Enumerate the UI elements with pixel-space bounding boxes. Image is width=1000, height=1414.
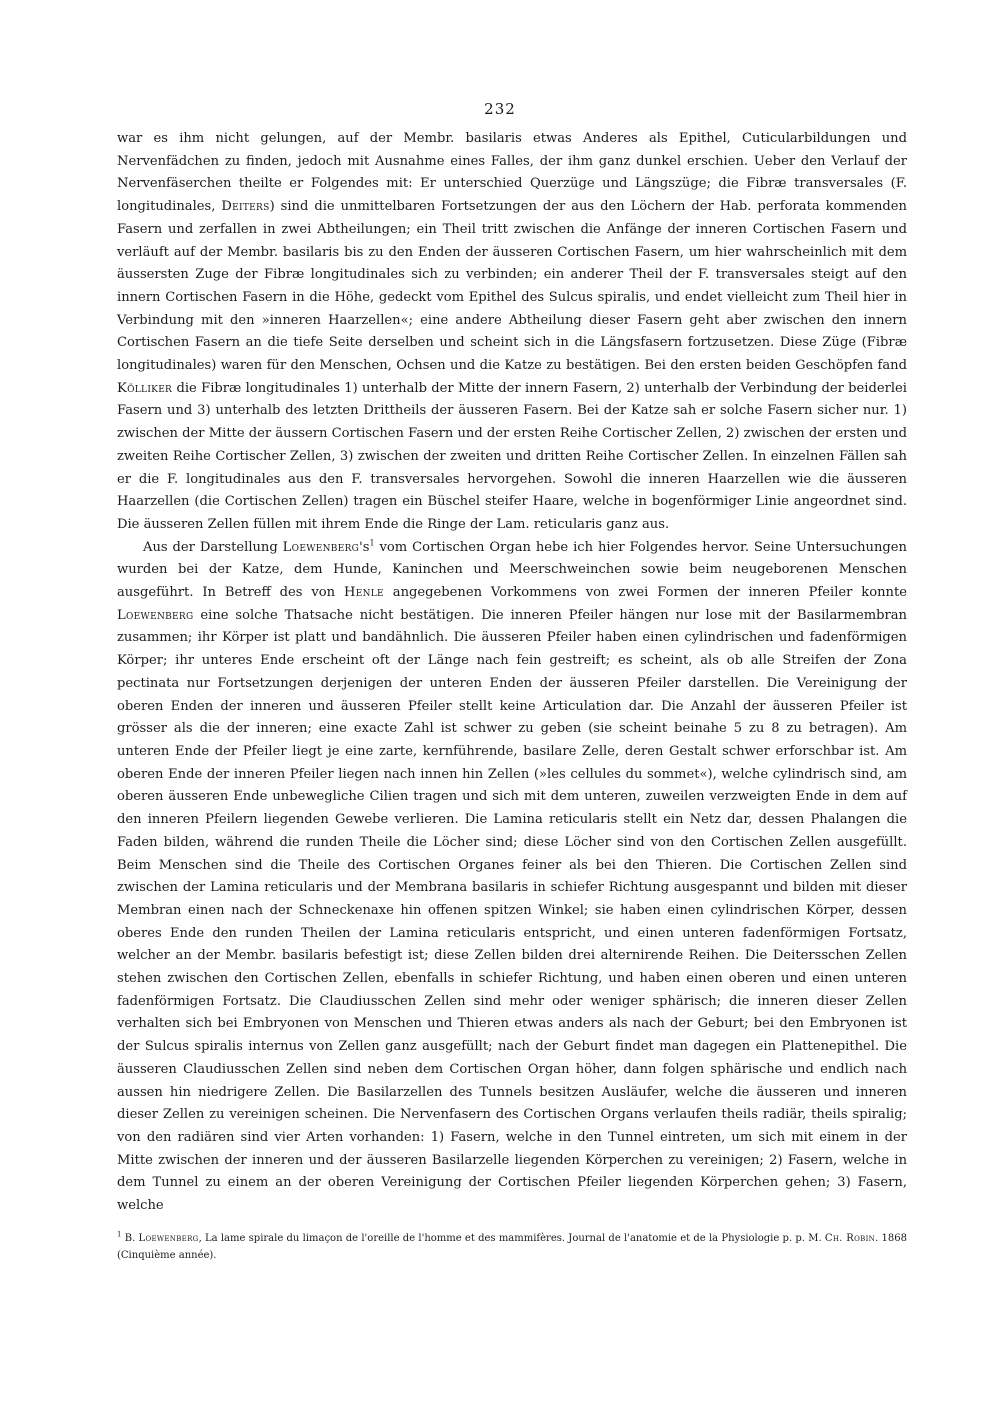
text-run: ) sind die unmittelbaren Fortsetzungen der aus den Löchern der Hab. perforata kommenden Fasern und zerfallen in zwei Abtheilungen; ein Theil tritt zwischen die Anfänge der inneren Cortischen Fasern und verläuft auf der Membr. basilaris bis zu den Enden der äusseren Cortischen Fasern, um hier wahrscheinlich mit dem äussersten Zuge der Fibræ longitudinales sich zu verbinden; ein anderer Theil der F. transversales steigt auf den innern Cortischen Fasern in die Höhe, gedeckt vom Epithel des Sulcus spiralis, und endet vielleicht zum Theil hier in Verbindung mit den »inneren Haarzellen«; eine andere Abtheilung dieser Fasern geht aber zwischen den innern Cortischen Fasern an die tiefe Seite derselben und scheint sich in die Längsfasern fortzusetzen. Diese Züge (Fibræ longitudinales) waren für den Menschen, Ochsen und die Katze zu bestätigen. Bei den ersten beiden Geschöpfen fand bbox=[117, 199, 907, 374]
page-number: 232 bbox=[484, 100, 516, 118]
footnote-reference: 1 bbox=[369, 538, 375, 548]
text-run: die Fibræ longitudinales 1) unterhalb der Mitte der innern Fasern, 2) unterhalb der Verbindung der beiderlei Fasern und 3) unterhalb des letzten Drittheils der äusseren Fasern. Bei der Katze sah er solche Fasern sicher nur. 1) zwischen der Mitte der äussern Cortischen Fasern und der ersten Reihe Cortischer Zellen, 2) zwischen der ersten und zweiten Reihe Cortischer Zellen, 3) zwischen der zweiten und dritten Reihe Cortischer Zellen. In einzelnen Fällen sah er die F. longitudinales aus den F. transversales hervorgehen. Sowohl die inneren Haarzellen wie die äusseren Haarzellen (die Cortischen Zellen) tragen ein Büschel steifer Haare, welche in bogenförmiger Linie angeordnet sind. Die äusseren Zellen füllen mit ihrem Ende die Ringe der Lam. reticularis ganz aus. bbox=[117, 380, 907, 532]
footnote bbox=[117, 1230, 907, 1264]
text-run: B. bbox=[121, 1233, 139, 1244]
author-name: Henle bbox=[343, 585, 384, 601]
text-run: Aus der Darstellung bbox=[143, 539, 283, 555]
author-name: Loewenberg bbox=[138, 1233, 199, 1244]
author-name: Loewenberg bbox=[282, 539, 360, 555]
paragraph bbox=[117, 537, 907, 1218]
author-name: Kölliker bbox=[117, 380, 173, 396]
text-run: , La lame spirale du limaçon de l'oreille de l'homme et des mammifères. Journal de l'anatomie et de la Physiologie p. p. M. bbox=[198, 1233, 825, 1244]
paragraph bbox=[117, 128, 907, 537]
text-run: war es ihm nicht gelungen, auf der Membr. basilaris etwas Anderes als Epithel, Cuticularbildungen und Nervenfädchen zu finden, jedoch mit Ausnahme eines Falles, der ihm ganz dunkel erschien. Ueber den Verlauf der Nervenfäserchen theilte er Folgendes mit: Er unterschied Querzüge und Längszüge; die Fibræ transversales (F. longitudinales, bbox=[117, 131, 907, 215]
text-run: . 1868 (Cinquième année). bbox=[117, 1233, 907, 1261]
author-name: Loewenberg bbox=[117, 607, 194, 623]
author-name: Deiters bbox=[221, 199, 270, 215]
footnote-number: 1 bbox=[117, 1230, 122, 1239]
text-run: 's bbox=[359, 539, 370, 555]
text-run: vom Cortischen Organ hebe ich hier Folgendes hervor. Seine Untersuchungen wurden bei der Katze, dem Hunde, Kaninchen und Meerschweinchen sowie beim neugeborenen Menschen ausgeführt. In Betreff des von bbox=[117, 539, 907, 601]
author-name: Ch. Robin bbox=[824, 1233, 876, 1244]
text-run: eine solche Thatsache nicht bestätigen. Die inneren Pfeiler hängen nur lose mit der Basilarmembran zusammen; ihr Körper ist platt und bandähnlich. Die äusseren Pfeiler haben einen cylindrischen und fadenförmigen Körper; ihr unteres Ende erscheint oft der Länge nach fein gestreift; es scheint, als ob alle Streifen der Zona pectinata nur Fortsetzungen derjenigen der unteren Enden der äusseren Pfeiler darstellen. Die Vereinigung der oberen Enden der inneren und äusseren Pfeiler stellt keine Articulation dar. Die Anzahl der äusseren Pfeiler ist grösser als die der inneren; eine exacte Zahl ist schwer zu geben (sie scheint beinahe 5 zu 8 zu betragen). Am unteren Ende der Pfeiler liegt je eine zarte, kernführende, basilare Zelle, deren Gestalt schwer erforschbar ist. Am oberen Ende der inneren Pfeiler liegen nach innen hin Zellen (»les cellules du sommet«), welche cylindrisch sind, am oberen äusseren Ende unbewegliche Cilien tragen und sich mit dem unteren, zuweilen verzweigten Ende in dem auf den inneren Pfeilern liegenden Gewebe verlieren. Die Lamina reticularis stellt ein Netz dar, dessen Phalangen die Faden bilden, während die runden Theile die Löcher sind; diese Löcher sind von den Cortischen Zellen ausgefüllt. Beim Menschen sind die Theile des Cortischen Organes feiner als bei den Thieren. Die Cortischen Zellen sind zwischen der Lamina reticularis und der Membrana basilaris in schiefer Richtung ausgespannt und bilden mit dieser Membran einen nach der Schneckenaxe hin offenen spitzen Winkel; sie haben einen cylindrischen Körper, dessen oberes Ende den runden Theilen der Lamina reticularis entspricht, und einen unteren fadenförmigen Fortsatz, welcher an der Membr. basilaris befestigt ist; diese Zellen bilden drei alternirende Reihen. Die Deitersschen Zellen stehen zwischen den Cortischen Zellen, ebenfalls in schiefer Richtung, und haben einen oberen und einen unteren fadenförmigen Fortsatz. Die Claudiusschen Zellen sind mehr oder weniger sphärisch; die inneren dieser Zellen verhalten sich bei Embryonen von Menschen und Thieren etwas anders als nach der Geburt; bei den Embryonen ist der Sulcus spiralis internus von Zellen ganz ausgefüllt; nach der Geburt findet man dagegen ein Plattenepithel. Die äusseren Claudiusschen Zellen sind neben dem Cortischen Organ höher, dann folgen sphärische und endlich nach aussen hin niedrigere Zellen. Die Basilarzellen des Tunnels besitzen Ausläufer, welche die äusseren und inneren dieser Zellen zu vereinigen scheinen. Die Nervenfasern des Cortischen Organs verlaufen theils radiär, theils spiralig; von den radiären sind vier Arten vorhanden: 1) Fasern, welche in den Tunnel eintreten, um sich mit einem in der Mitte zwischen der inneren und der äusseren Basilarzelle liegenden Körperchen zu vereinigen; 2) Fasern, welche in dem Tunnel zu einem an der oberen Vereinigung der Cortischen Pfeiler liegenden Körperchen gehen; 3) Fasern, welche bbox=[117, 607, 907, 1214]
body-text bbox=[117, 128, 907, 1218]
text-run: angegebenen Vorkommens von zwei Formen der inneren Pfeiler konnte bbox=[383, 585, 907, 601]
